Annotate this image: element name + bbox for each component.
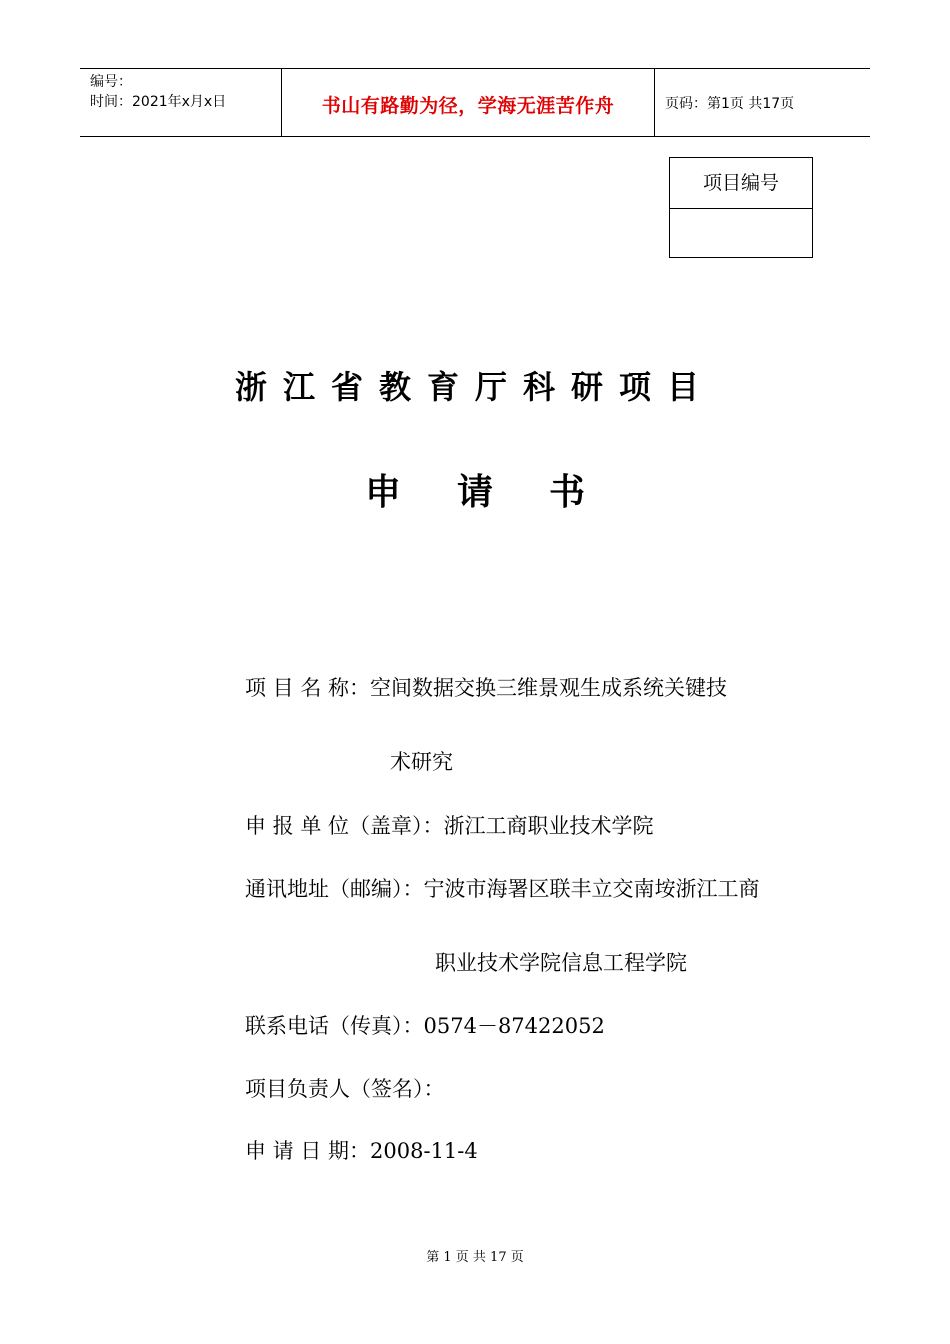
- address-line1: 通讯地址（邮编）：宁波市海署区联丰立交南垵浙江工商: [245, 877, 760, 901]
- header-motto-cell: [282, 69, 655, 136]
- phone-fax: 联系电话（传真）：0574－87422052: [245, 1014, 605, 1038]
- main-title: 浙江省教育厅科研项目: [234, 368, 715, 406]
- address-line2: 职业技术学院信息工程学院: [435, 951, 687, 975]
- project-name-line2: 术研究: [390, 750, 453, 774]
- project-name-line1: 项 目 名 称：空间数据交换三维景观生成系统关键技: [245, 676, 728, 700]
- number-label: 编号：: [90, 74, 132, 90]
- project-number-box: [669, 157, 813, 258]
- project-leader: 项目负责人（签名）：: [245, 1077, 445, 1101]
- page-info: 页码：第1页 共17页: [665, 96, 795, 112]
- motto-text: 书山有路勤为径，学海无涯苦作舟: [321, 95, 615, 117]
- time-label: 时间：2021年x月x日: [90, 94, 227, 110]
- application-date: 申 请 日 期：2008-11-4: [245, 1139, 478, 1163]
- applicant-unit: 申 报 单 位（盖章）：浙江工商职业技术学院: [245, 814, 654, 838]
- header-page-cell: [655, 69, 870, 136]
- project-number-label: 项目编号: [670, 158, 812, 209]
- document-header: [80, 68, 870, 137]
- sub-title: 申请书: [364, 472, 641, 513]
- header-left-cell: [80, 69, 282, 136]
- page-footer: 第 1 页 共 17 页: [426, 1250, 524, 1265]
